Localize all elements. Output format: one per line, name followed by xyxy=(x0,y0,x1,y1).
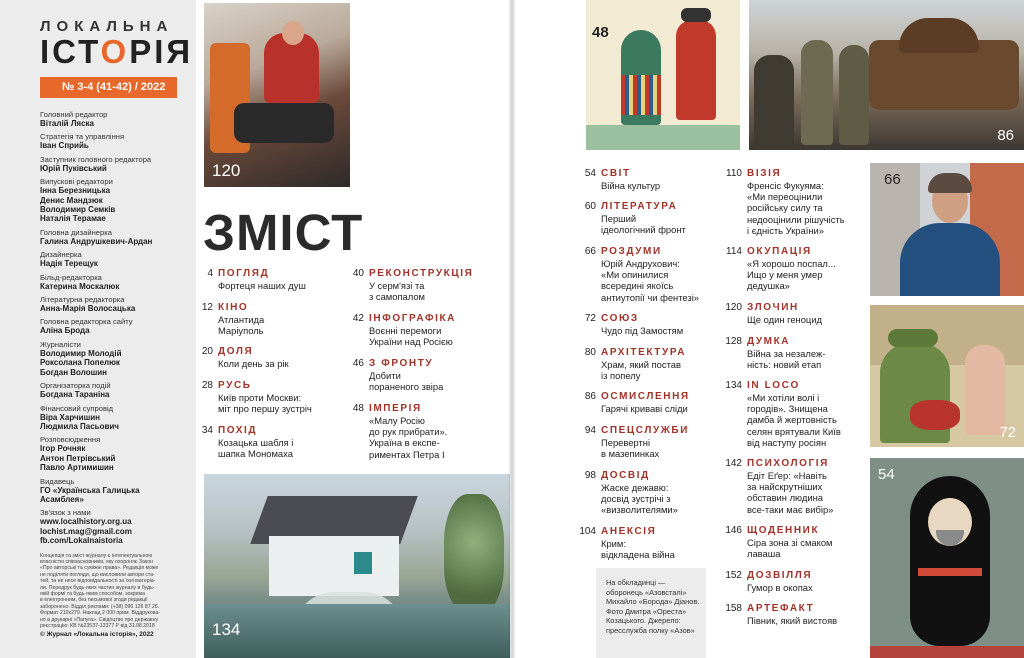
contacts-label: Зв'язок з нами xyxy=(40,508,91,518)
toc-description: Півник, який вистояв xyxy=(747,615,838,626)
staff-list xyxy=(40,110,190,638)
toc-description: Фортеця наших душ xyxy=(218,280,306,291)
staff-name: Інна Березницька xyxy=(40,186,111,196)
toc-page-number: 110 xyxy=(726,168,742,179)
contacts xyxy=(40,508,190,545)
toc-description: Перевертні в мазепинках xyxy=(601,437,660,460)
staff-role: Стратегія та управління xyxy=(40,132,125,142)
logo-top: ЛОКАЛЬНА xyxy=(40,18,174,35)
soldier-figure xyxy=(801,40,833,145)
staff-name: Віра Харчишин xyxy=(40,412,101,422)
toc-section: ІМПЕРІЯ xyxy=(369,403,422,414)
toc-page-number: 128 xyxy=(725,336,742,347)
house-wall xyxy=(269,536,399,596)
toc-page-number: 94 xyxy=(584,425,596,436)
legal-line: Концепція та зміст журналу є інтелектуальною xyxy=(40,552,153,559)
legal-line: власністю співзасновників, яку охороняє Закон xyxy=(40,558,153,565)
toc-section: АРТЕФАКТ xyxy=(747,603,815,614)
matryoshka-illustration xyxy=(870,458,1024,658)
legal-line: Формат 210x270. Наклад 2 000 прим. Віддрукова- xyxy=(40,610,161,617)
page-ref-number: 120 xyxy=(212,161,241,180)
toc-description: Воєнні перемоги України над Росією xyxy=(369,325,453,348)
ambulance-photo xyxy=(204,3,350,187)
toc-page-number: 146 xyxy=(725,525,742,536)
toc-page-number: 152 xyxy=(725,570,742,581)
toc-description: «Я хорошо поспал... Ищо у меня умер дедушка» xyxy=(747,258,836,292)
staff-name: Ігор Рочняк xyxy=(40,444,86,454)
toc-page-number: 134 xyxy=(725,380,742,391)
staff-role: Заступник головного редактора xyxy=(40,154,152,164)
tricorn-hat xyxy=(681,8,711,22)
toc-page-number: 48 xyxy=(352,403,364,414)
barber-figure xyxy=(676,20,716,120)
toc-page-number: 120 xyxy=(725,302,742,313)
page-ref-number: 86 xyxy=(997,127,1014,144)
page-ref-number: 54 xyxy=(878,466,895,483)
toc-description: Добити пораненого звіра xyxy=(369,370,444,393)
toc-section: ДОСВІД xyxy=(601,470,650,481)
staff-name: Іван Сприйь xyxy=(40,141,89,151)
toc-description: Гумор в окопах xyxy=(747,582,813,593)
staff-block xyxy=(40,250,190,268)
toc-description: Перший ідеологічний фронт xyxy=(601,213,686,236)
toc-page-number: 12 xyxy=(201,302,213,313)
toc-section: ДУМКА xyxy=(747,336,791,347)
toc-description: Гарячі криваві сліди xyxy=(601,403,688,414)
soldier-figure xyxy=(754,55,794,150)
ground-strip xyxy=(586,125,740,150)
toc-page-number: 46 xyxy=(352,358,364,369)
staff-block xyxy=(40,110,190,128)
toc-section: ІНФОГРАФІКА xyxy=(369,313,456,324)
person-body xyxy=(900,223,1000,296)
legal-line: не поділяти погляди, що висловили автори ста- xyxy=(40,571,155,578)
staff-name: Роксолана Попелюк xyxy=(40,358,120,368)
toc-section: РЕКОНСТРУКЦІЯ xyxy=(369,268,474,279)
toc-page-number: 4 xyxy=(207,268,213,279)
person-hair xyxy=(928,173,972,193)
toc-description: Едіт Еґер: «Навіть за найскрутніших обставин людина все-таки має вибір» xyxy=(747,470,834,515)
toc-page-number: 158 xyxy=(725,603,742,614)
soldier-figure xyxy=(839,45,869,145)
flood-water xyxy=(204,604,510,658)
caption-line: оборонець «Азовсталі» xyxy=(606,587,687,597)
toc-description: Київ проти Москви: міт про першу зустріч xyxy=(218,392,312,415)
toc-description: Атлантида Маріуполь xyxy=(218,314,265,337)
toc-section: IN LOCO xyxy=(747,380,800,391)
staff-name: Анна-Марія Волосацька xyxy=(40,304,136,314)
website-link[interactable]: www.localhistory.org.ua xyxy=(40,517,132,527)
page-gutter xyxy=(508,0,516,658)
toc-section: КІНО xyxy=(218,302,249,313)
toc-section: ПСИХОЛОГІЯ xyxy=(747,458,829,469)
toc-description: Сіра зона зі смаком лаваша xyxy=(747,537,833,560)
tanks-strip xyxy=(870,646,1024,658)
toc-section: ОСМИСЛЕННЯ xyxy=(601,391,690,402)
house-window xyxy=(354,552,372,574)
page-ref-number: 48 xyxy=(592,24,609,41)
page-ref-number: 134 xyxy=(212,620,241,639)
flooded-house-photo xyxy=(204,474,510,658)
legal-line: ли. Передрук будь-яких частин журналу в будь- xyxy=(40,584,155,591)
toc-description: «Ми хотіли волі і городів». Знищена дамба й жертовність селян врятували Київ від наступу росіян xyxy=(747,392,841,448)
staff-name: Катерина Москалюк xyxy=(40,281,120,291)
staff-role: Фінансовий супровід xyxy=(40,403,114,413)
toc-section: АРХІТЕКТУРА xyxy=(601,347,687,358)
striped-garment xyxy=(621,75,661,115)
toc-section: АНЕКСІЯ xyxy=(601,526,657,537)
tank-turret xyxy=(899,18,979,53)
legal-line: в електронним, без письмової згоди редакції xyxy=(40,597,148,604)
toc-section: РОЗДУМИ xyxy=(601,246,662,257)
staff-block xyxy=(40,273,190,291)
toc-page-number: 104 xyxy=(579,526,596,537)
toc-description: Храм, який постав із попелу xyxy=(601,359,681,382)
staff-name: Наталія Терамае xyxy=(40,214,106,224)
toc-description: Юрій Андрухович: «Ми опинилися всередині якоїсь антиутопії чи фентезі» xyxy=(601,258,700,303)
toc-page-number: 60 xyxy=(584,201,596,212)
staff-name: Аліна Брода xyxy=(40,326,90,336)
staff-name: Денис Мандзюк xyxy=(40,195,103,205)
toc-description: Жаске дежавю: досвід зустрічі з «визволителями» xyxy=(601,482,678,516)
legal-line: реєстрацію: КВ №23537-13377 Р від 31.08.2018 xyxy=(40,623,155,630)
logo-accent-o: О xyxy=(100,33,130,70)
legal-line: тей, та не несе відповідальності за їхні матеріа- xyxy=(40,578,156,585)
staff-name: ГО «Українська Галицька xyxy=(40,485,140,495)
toc-section: СПЕЦСЛУЖБИ xyxy=(601,425,690,436)
toc-section: СОЮЗ xyxy=(601,313,639,324)
toc-page-number: 20 xyxy=(201,346,213,357)
staff-block xyxy=(40,477,190,505)
staff-block xyxy=(40,435,190,472)
toc-page-number: 142 xyxy=(725,458,742,469)
toc-section: ВІЗІЯ xyxy=(747,168,782,179)
toc-section: ДОЗВІЛЛЯ xyxy=(747,570,813,581)
toc-description: У серм'язі та з самопалом xyxy=(369,280,425,303)
toc-section: СВІТ xyxy=(601,168,631,179)
folk-painting-image xyxy=(586,0,740,150)
staff-role: Більд-редакторка xyxy=(40,272,102,282)
tree-shape xyxy=(444,494,504,614)
page-title: ЗМІСТ xyxy=(203,204,364,261)
toc-description: Френсіс Фукуяма: «Ми переоцінили російську силу та недооцінили рішучість і єдність України» xyxy=(747,180,845,236)
staff-role: Дизайнерка xyxy=(40,250,82,260)
magazine-logo xyxy=(40,35,196,69)
toc-description: «Малу Росію до рук прибрати». Україна в експе- риментах Петра І xyxy=(369,415,448,460)
caption-line: Михайло «Борода» Діанов. xyxy=(606,597,700,607)
logo-part-2: РІЯ xyxy=(129,33,194,70)
portrait-photo xyxy=(870,163,1024,296)
copyright: © Журнал «Локальна історія», 2022 xyxy=(40,631,154,639)
staff-block xyxy=(40,155,190,173)
staff-name: Володимир Семків xyxy=(40,205,116,215)
legal-notice xyxy=(40,553,190,630)
cossack-figure xyxy=(621,30,661,125)
staff-name: Павло Артимишин xyxy=(40,463,114,473)
toc-page-number: 80 xyxy=(584,347,596,358)
legal-line: «Про авторські та суміжні права». Редакція може xyxy=(40,565,159,572)
staff-name: Богдан Волошин xyxy=(40,367,107,377)
toc-description: Ще один геноцид xyxy=(747,314,822,325)
staff-name: Антон Петрівський xyxy=(40,453,116,463)
toc-page-number: 42 xyxy=(352,313,364,324)
toc-section: ПОГЛЯД xyxy=(218,268,270,279)
staff-block xyxy=(40,295,190,313)
page-ref-number: 72 xyxy=(999,424,1016,441)
toc-page-number: 40 xyxy=(352,268,364,279)
toc-section: ЛІТЕРАТУРА xyxy=(601,201,678,212)
staff-role: Організаторка подій xyxy=(40,381,111,391)
toc-description: Війна за незалеж- ність: новий етап xyxy=(747,348,826,371)
cartoon-illustration xyxy=(870,305,1024,447)
staff-name: Богдана Тараніна xyxy=(40,390,110,400)
toc-section: ЩОДЕННИК xyxy=(747,525,820,536)
staff-block xyxy=(40,228,190,246)
masthead xyxy=(0,0,196,658)
caption-line: Фото Дмитра «Ореста» xyxy=(606,606,687,616)
red-splash xyxy=(910,400,960,430)
toc-section: ЗЛОЧИН xyxy=(747,302,799,313)
issue-badge: № 3-4 (41-42) / 2022 xyxy=(40,77,177,98)
staff-name: Асамблея» xyxy=(40,494,84,504)
legal-line: но в друкарні «Папуга». Свідоцтво про державну xyxy=(40,616,159,623)
email-link[interactable]: lochist.mag@gmail.com xyxy=(40,526,132,536)
staff-name: Юрій Пуківський xyxy=(40,163,107,173)
staff-role: Головна дизайнерка xyxy=(40,227,112,237)
medic-head xyxy=(282,21,304,45)
toc-page-number: 28 xyxy=(201,380,213,391)
toc-page-number: 54 xyxy=(584,168,596,179)
toc-description: Війна культур xyxy=(601,180,661,191)
cover-caption xyxy=(596,568,706,658)
legal-line: якій формі та будь-яким способом, зокрема xyxy=(40,591,145,597)
toc-section: ПОХІД xyxy=(218,425,258,436)
staff-block xyxy=(40,317,190,335)
caption-line: На обкладинці — xyxy=(606,578,666,587)
staff-role: Розповсюдження xyxy=(40,435,101,445)
logo-part-1: ІСТ xyxy=(40,33,101,70)
staff-role: Головна редакторка сайту xyxy=(40,317,133,327)
toc-section: З ФРОНТУ xyxy=(369,358,434,369)
toc-section: РУСЬ xyxy=(218,380,252,391)
page-ref-number: 66 xyxy=(884,171,901,188)
staff-name: Віталій Ляска xyxy=(40,119,94,128)
staff-role: Літературна редакторка xyxy=(40,295,125,305)
staff-name: Володимир Молодій xyxy=(40,348,122,358)
doll-band xyxy=(918,568,982,576)
toc-section: ОКУПАЦІЯ xyxy=(747,246,812,257)
destroyed-tank-photo xyxy=(749,0,1024,150)
staff-role: Головний редактор xyxy=(40,110,108,119)
legal-line: заборонено. Відділ реклами: (+38) 096 126 87 26. xyxy=(40,603,160,610)
staff-block xyxy=(40,177,190,224)
staff-block xyxy=(40,381,190,399)
staff-name: Галина Андрушкевич-Ардан xyxy=(40,236,153,246)
toc-description: Чудо під Замостям xyxy=(601,325,684,336)
staff-role: Журналісти xyxy=(40,339,81,349)
toc-page-number: 98 xyxy=(584,470,596,481)
toc-description: Крим: відкладена війна xyxy=(601,538,675,561)
caption-line: пресслужба полку «Азов» xyxy=(606,625,695,635)
toc-description: Коли день за рік xyxy=(218,358,289,369)
soldier-cap xyxy=(888,329,938,347)
toc-description: Козацька шабля і шапка Мономаха xyxy=(218,437,294,460)
staff-block xyxy=(40,340,190,377)
toc-page-number: 86 xyxy=(584,391,596,402)
toc-page-number: 66 xyxy=(584,246,596,257)
caption-line: Козацького. Джерело: xyxy=(606,616,681,626)
staff-name: Людмила Пасьович xyxy=(40,421,119,431)
toc-page-number: 34 xyxy=(201,425,213,436)
toc-section: ДОЛЯ xyxy=(218,346,254,357)
staff-role: Видавець xyxy=(40,476,75,486)
staff-block xyxy=(40,132,190,150)
toc-page-number: 72 xyxy=(584,313,596,324)
girl-figure xyxy=(965,345,1005,435)
toc-page-number: 114 xyxy=(726,246,742,257)
staff-name: Надія Терещук xyxy=(40,259,98,269)
staff-block xyxy=(40,404,190,432)
patient-figure xyxy=(234,103,334,143)
facebook-link[interactable]: fb.com/Lokalnaistoria xyxy=(40,536,123,546)
staff-role: Випускові редактори xyxy=(40,177,113,187)
